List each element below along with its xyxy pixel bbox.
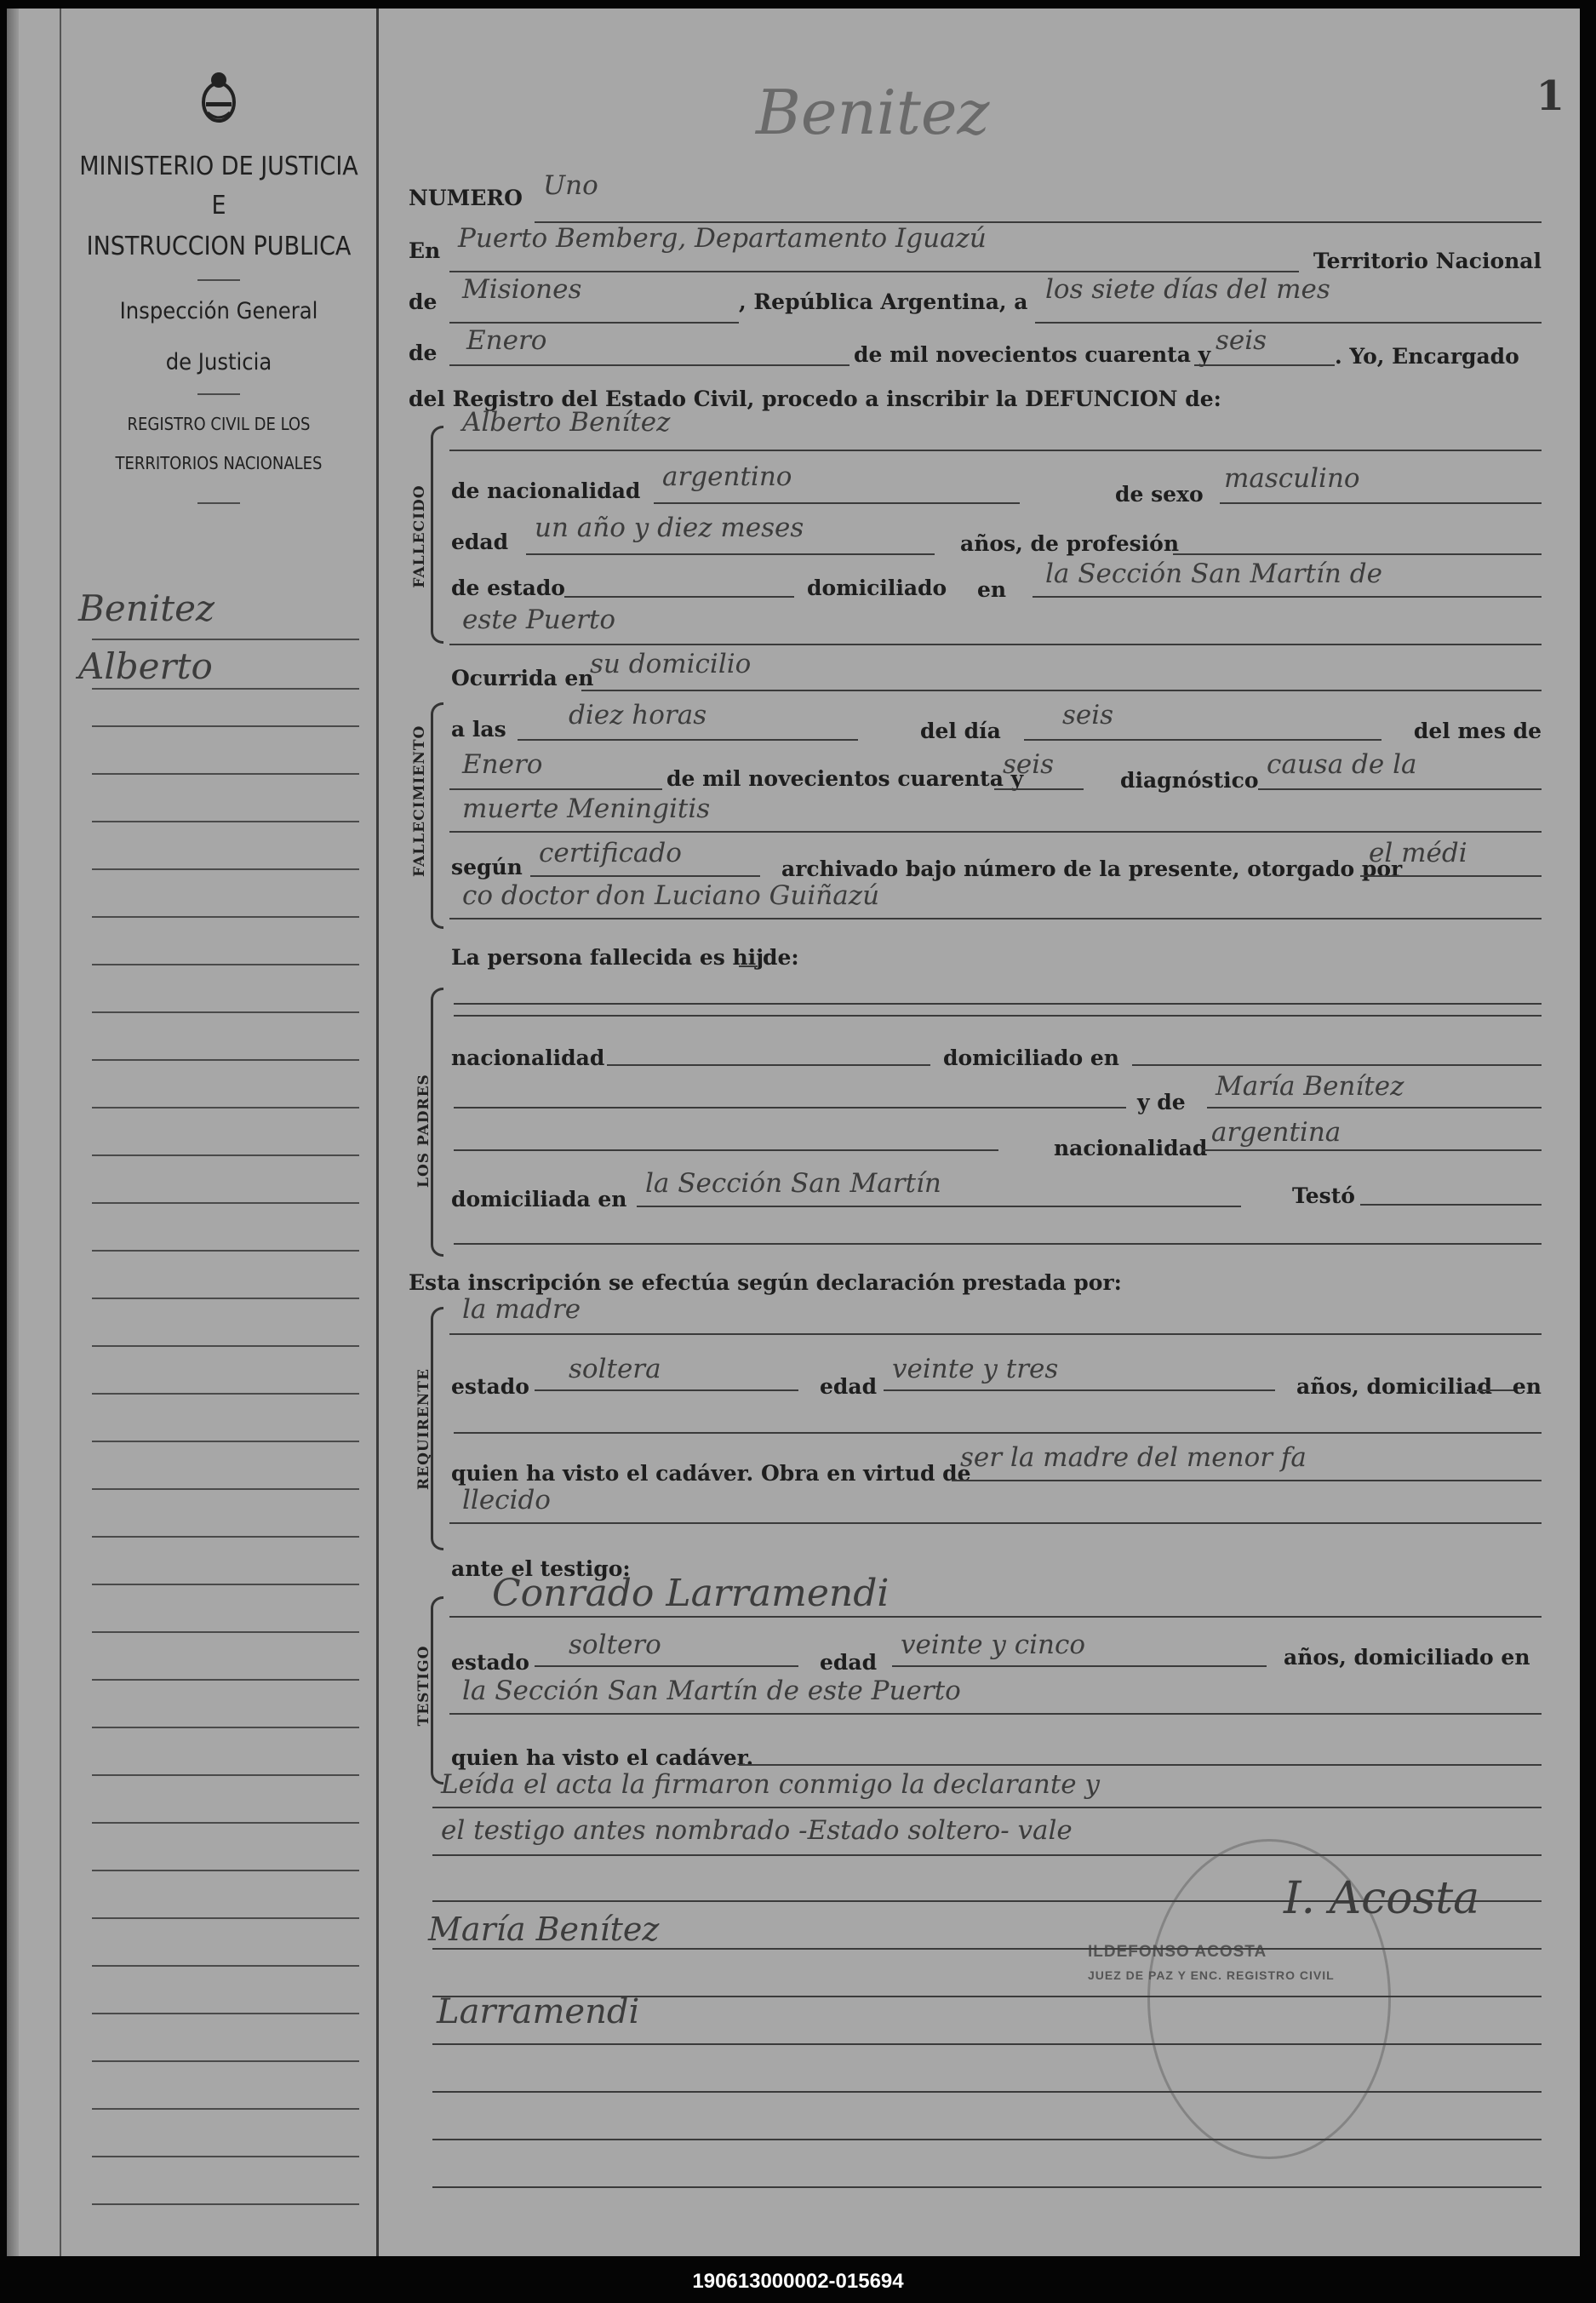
margin-line (92, 1441, 359, 1442)
margin-line (92, 1965, 359, 1967)
field-line (1173, 553, 1542, 555)
field-line (952, 1480, 1542, 1481)
margin-line (92, 725, 359, 727)
ocurrida-label: Ocurrida en (451, 666, 594, 690)
place-value: Puerto Bemberg, Departamento Iguazú (458, 223, 987, 254)
segun-value: certificado (539, 838, 682, 868)
field-line (892, 1665, 1267, 1667)
req-estado-value: soltera (569, 1354, 661, 1384)
field-line (449, 1522, 1542, 1524)
margin-line (92, 1202, 359, 1204)
margin-line (92, 639, 359, 640)
en-label-2: en (977, 577, 1007, 602)
test-edad-value: veinte y cinco (901, 1630, 1086, 1660)
req-anos-label: años, domiciliad (1296, 1374, 1493, 1399)
edad-value: un año y diez meses (535, 513, 804, 543)
margin-line (92, 1727, 359, 1728)
test-anos-label: años, domiciliado en (1284, 1645, 1530, 1670)
field-line (637, 1206, 1241, 1207)
numero-value: Uno (543, 170, 598, 201)
de-label-3: de: (763, 945, 799, 970)
field-line (1024, 739, 1381, 741)
field-line (449, 1616, 1542, 1618)
deceased-name: Alberto Benítez (462, 407, 671, 438)
field-line (449, 1333, 1542, 1335)
page-binding (7, 9, 19, 2256)
top-handwritten-name: Benitez (756, 77, 990, 148)
field-line (1203, 1149, 1542, 1151)
territorio-label: Territorio Nacional (1313, 249, 1542, 273)
sidebar-divider (197, 502, 240, 504)
field-line (449, 450, 1542, 451)
coat-of-arms-icon (199, 70, 238, 124)
date-value: los siete días del mes (1045, 274, 1330, 305)
req-en-label: en (1512, 1374, 1542, 1399)
section-label-padres: LOS PADRES (415, 1074, 432, 1188)
field-line (454, 1149, 998, 1151)
field-line (432, 1948, 1542, 1950)
y-de-label: y de (1137, 1090, 1186, 1114)
padres-domiciliado-label: domiciliado en (943, 1046, 1119, 1070)
field-line (432, 2091, 1542, 2093)
field-line (432, 2043, 1542, 2045)
field-line (449, 831, 1542, 833)
field-line (449, 364, 849, 366)
signature-official: I. Acosta (1284, 1873, 1480, 1924)
field-line (654, 502, 1020, 504)
margin-line (92, 1774, 359, 1776)
field-line (607, 1064, 930, 1066)
domicilio-value-2: este Puerto (462, 604, 616, 635)
field-line (1360, 1204, 1542, 1206)
field-line (994, 788, 1084, 790)
field-line (1035, 322, 1542, 324)
field-line (454, 1432, 1542, 1434)
margin-line (92, 868, 359, 870)
sexo-label: de sexo (1115, 482, 1204, 507)
year-value-2: seis (1003, 749, 1055, 780)
month-value: Enero (466, 325, 547, 356)
field-line (1258, 788, 1542, 790)
field-line (526, 553, 935, 555)
closing-line-1: Leída el acta la firmaron conmigo la declarante y (441, 1769, 1101, 1800)
margin-line (92, 1488, 359, 1490)
margin-line (92, 1870, 359, 1871)
field-line (449, 918, 1542, 919)
official-stamp-line-2: JUEZ DE PAZ Y ENC. REGISTRO CIVIL (1088, 1968, 1335, 1982)
madre-nacionalidad-label: nacionalidad (1054, 1136, 1208, 1160)
en-label: En (409, 238, 441, 263)
margin-line (92, 1822, 359, 1824)
margin-line (92, 916, 359, 918)
field-line (454, 1003, 1542, 1005)
margin-line (92, 2013, 359, 2014)
margin-line (92, 2203, 359, 2205)
field-line (1194, 364, 1335, 366)
ministry-line-3: INSTRUCCION PUBLICA (86, 232, 352, 261)
margin-name-given: Alberto (78, 645, 213, 687)
inspection-line-2: de Justicia (165, 349, 272, 375)
madre-value: María Benítez (1216, 1071, 1404, 1102)
official-stamp-line-1: ILDEFONSO ACOSTA (1088, 1943, 1267, 1961)
margin-line (92, 1584, 359, 1585)
margin-line (92, 1631, 359, 1633)
nacionalidad-value: argentino (662, 461, 792, 492)
domiciliada-value: la Sección San Martín (645, 1168, 941, 1199)
section-brace (431, 1596, 443, 1785)
test-domicilio-value: la Sección San Martín de este Puerto (462, 1676, 961, 1706)
field-line (1477, 1389, 1516, 1391)
field-line (518, 739, 858, 741)
margin-line (92, 964, 359, 965)
margin-line (92, 1250, 359, 1252)
yo-label: . Yo, Encargado (1335, 344, 1519, 369)
edad-label: edad (451, 530, 509, 554)
field-line (1220, 502, 1542, 504)
field-line (1033, 596, 1542, 598)
image-id: 190613000002-015694 (692, 2270, 904, 2293)
test-edad-label: edad (820, 1650, 878, 1675)
virtud-value-1: ser la madre del menor fa (960, 1442, 1307, 1473)
a-las-label: a las (451, 717, 506, 742)
field-line (1132, 1064, 1542, 1066)
archivado-label: archivado bajo número de la presente, otorgado por (781, 856, 1403, 881)
margin-line (92, 688, 359, 690)
field-line (581, 690, 1542, 691)
del-mes-label: del mes de (1413, 719, 1542, 743)
margin-line (92, 2156, 359, 2157)
req-edad-value: veinte y tres (892, 1354, 1059, 1384)
numero-label: NUMERO (409, 186, 523, 210)
requirente-value: la madre (462, 1294, 581, 1325)
sexo-value: masculino (1224, 463, 1360, 494)
test-estado-label: estado (451, 1650, 529, 1675)
field-line (739, 965, 758, 967)
quien-visto-label: quien ha visto el cadáver. Obra en virtud de (451, 1461, 971, 1486)
closing-line-2: el testigo antes nombrado -Estado soltero- vale (441, 1815, 1073, 1846)
domicilio-value-1: la Sección San Martín de (1045, 559, 1382, 589)
field-line (454, 1015, 1542, 1017)
test-visto-label: quien ha visto el cadáver. (451, 1745, 754, 1770)
field-line (449, 1713, 1542, 1715)
diagnostico-value-1: causa de la (1267, 749, 1417, 780)
hora-value: diez horas (569, 700, 707, 730)
de-label-2: de (409, 341, 438, 365)
req-estado-label: estado (451, 1374, 529, 1399)
signature-witness: Larramendi (437, 1992, 640, 2031)
test-estado-value: soltero (569, 1630, 661, 1660)
margin-line (92, 2108, 359, 2110)
field-line (432, 1807, 1542, 1808)
medico-value-1: el médi (1369, 838, 1467, 868)
medico-value-2: co doctor don Luciano Guiñazú (462, 880, 880, 911)
registry-line-2: TERRITORIOS NACIONALES (115, 453, 323, 473)
ministry-line-1: MINISTERIO DE JUSTICIA (79, 152, 358, 181)
field-line (432, 1996, 1542, 1997)
del-dia-label: del día (920, 719, 1001, 743)
republica-label: , República Argentina, a (739, 289, 1028, 314)
territory-value: Misiones (462, 274, 582, 305)
anos-profesion-label: años, de profesión (960, 531, 1180, 556)
field-line (530, 875, 760, 877)
margin-line (92, 1107, 359, 1109)
sidebar-divider (197, 393, 240, 395)
nacionalidad-label: de nacionalidad (451, 478, 641, 503)
section-brace (431, 988, 443, 1257)
field-line (432, 2186, 1542, 2188)
section-label-fallecido: FALLECIDO (411, 484, 428, 588)
domiciliada-label: domiciliada en (451, 1187, 627, 1212)
margin-line (92, 1536, 359, 1538)
ocurrida-value: su domicilio (590, 649, 752, 679)
field-line (432, 2139, 1542, 2140)
death-record-form (381, 9, 1580, 2256)
margin-name-surname: Benitez (78, 587, 215, 629)
testigo-name: Conrado Larramendi (492, 1572, 890, 1615)
field-line (449, 788, 662, 790)
margin-line (92, 2060, 359, 2062)
de-label: de (409, 289, 438, 314)
field-line (432, 1900, 1542, 1902)
req-edad-label: edad (820, 1374, 878, 1399)
mes-value: Enero (462, 749, 543, 780)
persona-label: La persona fallecida es hij (451, 945, 764, 970)
field-line (432, 1854, 1542, 1856)
margin-line (92, 1059, 359, 1061)
sidebar-margin (60, 9, 379, 2256)
year-value: seis (1216, 325, 1267, 356)
page-number: 1 (1536, 72, 1565, 120)
field-line (449, 644, 1542, 645)
sidebar-divider (197, 279, 240, 281)
margin-line (92, 1679, 359, 1681)
section-label-fallecimiento: FALLECIMIENTO (411, 725, 428, 877)
madre-nacionalidad-value: argentina (1211, 1117, 1341, 1148)
field-line (1360, 875, 1542, 877)
segun-label: según (451, 855, 523, 879)
dia-value: seis (1062, 700, 1114, 730)
virtud-value-2: llecido (462, 1485, 551, 1515)
field-line (739, 1764, 1542, 1766)
field-line (449, 322, 739, 324)
field-line (1207, 1107, 1542, 1109)
margin-line (92, 1011, 359, 1013)
domiciliado-label: domiciliado (807, 576, 947, 600)
section-brace (431, 702, 443, 929)
signature-declarant: María Benítez (428, 1911, 660, 1948)
field-line (884, 1389, 1275, 1391)
inspection-line-1: Inspección General (119, 298, 318, 324)
register-page (7, 9, 1580, 2256)
margin-line (92, 1154, 359, 1156)
registro-label: del Registro del Estado Civil, procedo a inscribir la DEFUNCION de: (409, 387, 1221, 411)
diagnostico-value-2: muerte Meningitis (462, 793, 711, 824)
testo-label: Testó (1292, 1183, 1355, 1208)
margin-line (92, 1345, 359, 1347)
ministry-line-2: E (211, 191, 226, 221)
field-line (454, 1243, 1542, 1245)
margin-line (92, 1393, 359, 1395)
section-label-testigo: TESTIGO (415, 1645, 432, 1727)
testigo-label: ante el testigo: (451, 1556, 631, 1581)
margin-line (92, 1298, 359, 1299)
section-brace (431, 1307, 443, 1550)
inscripcion-label: Esta inscripción se efectúa según declaración prestada por: (409, 1270, 1122, 1295)
mil-label: de mil novecientos cuarenta y (854, 342, 1211, 367)
diagnostico-label: diagnóstico (1120, 768, 1259, 793)
estado-label: de estado (451, 576, 565, 600)
padres-nacionalidad-label: nacionalidad (451, 1046, 605, 1070)
registry-line-1: REGISTRO CIVIL DE LOS (127, 414, 311, 434)
mil-label-2: de mil novecientos cuarenta y (666, 766, 1024, 791)
margin-line (92, 1917, 359, 1919)
section-label-requirente: REQUIRENTE (415, 1368, 432, 1490)
field-line (449, 271, 1299, 272)
field-line (535, 1389, 798, 1391)
section-brace (431, 426, 443, 644)
margin-line (92, 773, 359, 775)
field-line (535, 1665, 798, 1667)
field-line (564, 596, 794, 598)
margin-line (92, 821, 359, 822)
field-line (454, 1107, 1126, 1109)
